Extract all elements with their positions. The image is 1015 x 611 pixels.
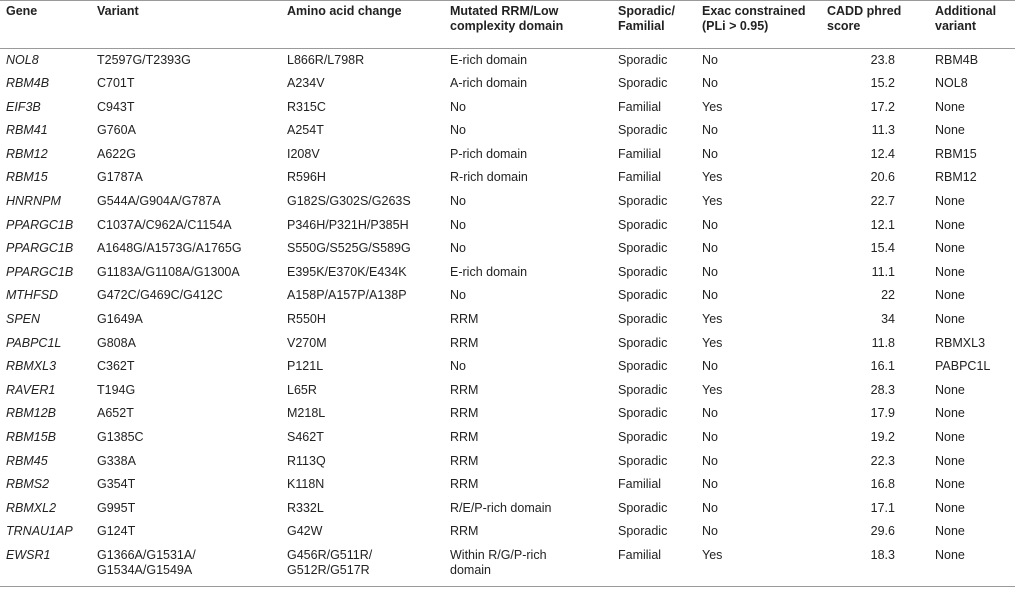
cell-cadd: 22.3 xyxy=(870,453,895,468)
cell-sporadic-familial: Sporadic xyxy=(618,76,668,91)
cell-domain: RRM xyxy=(450,382,479,397)
cell-gene: SPEN xyxy=(6,312,41,327)
table-row xyxy=(0,284,1015,308)
cell-domain: RRM xyxy=(450,335,479,350)
header-cadd-score: CADD phred score xyxy=(821,1,929,49)
table-row xyxy=(0,72,1015,96)
cell-domain: No xyxy=(450,288,466,303)
table-row xyxy=(0,402,1015,426)
cell-domain: A-rich domain xyxy=(450,76,528,91)
cell-domain: E-rich domain xyxy=(450,264,528,279)
cell-gene: RBM15 xyxy=(6,170,48,185)
cell-exac: Yes xyxy=(702,382,723,397)
cell-amino-acid-change: R113Q xyxy=(287,453,326,468)
cell-domain: RRM xyxy=(450,430,479,444)
cell-exac: No xyxy=(702,453,718,468)
cell-gene: PPARGC1B xyxy=(6,264,74,279)
table-row xyxy=(0,520,1015,544)
table-row xyxy=(0,426,1015,450)
cell-domain: P-rich domain xyxy=(450,146,528,161)
cell-sporadic-familial: Sporadic xyxy=(618,382,668,397)
cell-exac: No xyxy=(702,524,718,539)
cell-cadd: 17.1 xyxy=(870,500,895,515)
cell-amino-acid-change: R550H xyxy=(287,312,326,327)
cell-sporadic-familial: Sporadic xyxy=(618,264,668,279)
cell-gene: RBMXL3 xyxy=(6,359,57,374)
cell-additional-variant: None xyxy=(935,477,965,492)
cell-additional-variant: None xyxy=(935,430,965,444)
cell-gene: RBM45 xyxy=(6,453,48,468)
table-row xyxy=(0,119,1015,143)
cell-amino-acid-change: V270M xyxy=(287,335,327,350)
cell-amino-acid-change: E395K/E370K/E434K xyxy=(287,264,407,279)
table-row xyxy=(0,143,1015,167)
cell-cadd: 34 xyxy=(881,312,895,327)
table-row xyxy=(0,261,1015,285)
table-row xyxy=(0,355,1015,379)
table-row xyxy=(0,214,1015,238)
cell-exac: No xyxy=(702,430,718,444)
cell-additional-variant: None xyxy=(935,99,965,114)
cell-amino-acid-change: G182S/G302S/G263S xyxy=(287,194,411,209)
cell-gene: PPARGC1B xyxy=(6,241,74,256)
cell-variant: G808A xyxy=(97,335,136,350)
cell-sporadic-familial: Sporadic xyxy=(618,453,668,468)
cell-additional-variant: RBMXL3 xyxy=(935,335,986,350)
cell-amino-acid-change: G456R/G511R/ G512R/G517R xyxy=(281,544,444,587)
cell-variant: G124T xyxy=(97,524,136,539)
cell-cadd: 22.7 xyxy=(870,194,895,209)
cell-cadd: 16.8 xyxy=(870,477,895,492)
cell-additional-variant: PABPC1L xyxy=(935,359,991,374)
cell-amino-acid-change: P121L xyxy=(287,359,324,374)
cell-cadd: 11.3 xyxy=(871,123,895,138)
cell-variant: G760A xyxy=(97,123,136,138)
cell-variant: C701T xyxy=(97,76,135,91)
cell-amino-acid-change: K118N xyxy=(287,477,325,492)
cell-cadd: 17.9 xyxy=(870,406,895,421)
cell-exac: No xyxy=(702,217,718,232)
cell-variant: T2597G/T2393G xyxy=(97,53,191,67)
cell-sporadic-familial: Sporadic xyxy=(618,194,668,209)
table-row xyxy=(0,96,1015,120)
cell-additional-variant: None xyxy=(929,544,1015,587)
cell-sporadic-familial: Familial xyxy=(618,146,662,161)
cell-cadd: 28.3 xyxy=(870,382,895,397)
cell-cadd: 11.8 xyxy=(871,335,895,350)
cell-gene: RBMXL2 xyxy=(6,500,57,515)
cell-additional-variant: RBM4B xyxy=(935,53,979,67)
cell-exac: No xyxy=(702,123,718,138)
cell-gene: RBM12 xyxy=(6,146,48,161)
cell-amino-acid-change: R315C xyxy=(287,99,326,114)
cell-sporadic-familial: Sporadic xyxy=(618,217,668,232)
header-mutated-domain: Mutated RRM/Low complexity domain xyxy=(444,1,612,49)
cell-domain: R/E/P-rich domain xyxy=(450,500,552,515)
cell-variant: A652T xyxy=(97,406,134,421)
cell-domain: No xyxy=(450,194,466,209)
cell-gene: RBM41 xyxy=(6,123,48,138)
cell-variant: C362T xyxy=(97,359,135,374)
cell-additional-variant: None xyxy=(935,312,965,327)
table-row xyxy=(0,544,1015,587)
cell-domain: RRM xyxy=(450,477,479,492)
header-amino-acid-change: Amino acid change xyxy=(281,1,444,49)
cell-exac: Yes xyxy=(702,335,723,350)
cell-sporadic-familial: Familial xyxy=(612,544,696,587)
cell-cadd: 19.2 xyxy=(870,430,895,444)
cell-gene: RBMS2 xyxy=(6,477,50,492)
table-row xyxy=(0,473,1015,497)
cell-additional-variant: None xyxy=(935,406,965,421)
cell-amino-acid-change: G42W xyxy=(287,524,323,539)
cell-additional-variant: None xyxy=(935,288,965,303)
table-row xyxy=(0,332,1015,356)
cell-gene: EIF3B xyxy=(6,99,41,114)
cell-exac: Yes xyxy=(702,99,723,114)
cell-additional-variant: None xyxy=(935,123,965,138)
cell-amino-acid-change: P346H/P321H/P385H xyxy=(287,217,409,232)
cell-additional-variant: None xyxy=(935,453,965,468)
cell-exac: Yes xyxy=(702,312,723,327)
cell-gene: RBM15B xyxy=(6,430,57,444)
cell-domain: R-rich domain xyxy=(450,170,528,185)
cell-sporadic-familial: Sporadic xyxy=(618,359,668,374)
cell-additional-variant: NOL8 xyxy=(935,76,968,91)
cell-exac: No xyxy=(702,241,718,256)
cell-variant: G1385C xyxy=(97,430,144,444)
cell-variant: A622G xyxy=(97,146,136,161)
cell-sporadic-familial: Familial xyxy=(618,99,662,114)
cell-gene: RAVER1 xyxy=(6,382,56,397)
cell-domain: No xyxy=(450,217,466,232)
cell-exac: No xyxy=(702,406,718,421)
cell-amino-acid-change: A234V xyxy=(287,76,325,91)
cell-exac: No xyxy=(702,146,718,161)
cell-exac: Yes xyxy=(702,194,723,209)
cell-gene: PPARGC1B xyxy=(6,217,74,232)
cell-exac: Yes xyxy=(696,544,821,587)
cell-sporadic-familial: Sporadic xyxy=(618,241,668,256)
table-row xyxy=(0,497,1015,521)
cell-sporadic-familial: Familial xyxy=(618,170,662,185)
cell-additional-variant: RBM15 xyxy=(935,146,977,161)
cell-sporadic-familial: Sporadic xyxy=(618,406,668,421)
header-additional-variant: Additional variant xyxy=(929,1,1015,49)
table-row xyxy=(0,237,1015,261)
cell-cadd: 20.6 xyxy=(870,170,895,185)
cell-amino-acid-change: S550G/S525G/S589G xyxy=(287,241,411,256)
cell-amino-acid-change: L65R xyxy=(287,382,317,397)
cell-exac: No xyxy=(702,477,718,492)
cell-variant: T194G xyxy=(97,382,136,397)
header-sporadic-familial: Sporadic/ Familial xyxy=(612,1,696,49)
table-row xyxy=(0,49,1015,73)
cell-amino-acid-change: S462T xyxy=(287,430,324,444)
cell-amino-acid-change: A254T xyxy=(287,123,324,138)
cell-sporadic-familial: Familial xyxy=(618,477,662,492)
cell-additional-variant: RBM12 xyxy=(935,170,977,185)
cell-sporadic-familial: Sporadic xyxy=(618,288,668,303)
cell-additional-variant: None xyxy=(935,264,965,279)
cell-domain: RRM xyxy=(450,524,479,539)
table-row xyxy=(0,450,1015,474)
cell-gene: HNRNPM xyxy=(6,194,61,209)
cell-amino-acid-change: I208V xyxy=(287,146,320,161)
cell-additional-variant: None xyxy=(935,500,965,515)
cell-gene: RBM12B xyxy=(6,406,57,421)
cell-additional-variant: None xyxy=(935,194,965,209)
cell-sporadic-familial: Sporadic xyxy=(618,500,668,515)
cell-cadd: 11.1 xyxy=(871,264,895,279)
cell-sporadic-familial: Sporadic xyxy=(618,312,668,327)
header-gene: Gene xyxy=(0,1,91,49)
cell-exac: Yes xyxy=(702,170,723,185)
cell-cadd: 15.2 xyxy=(870,76,895,91)
cell-domain: No xyxy=(450,359,466,374)
cell-amino-acid-change: L866R/L798R xyxy=(287,53,365,67)
cell-sporadic-familial: Sporadic xyxy=(618,53,668,67)
cell-exac: No xyxy=(702,500,718,515)
cell-domain: RRM xyxy=(450,453,479,468)
cell-cadd: 18.3 xyxy=(821,544,929,587)
cell-amino-acid-change: A158P/A157P/A138P xyxy=(287,288,407,303)
cell-gene: NOL8 xyxy=(6,53,39,67)
cell-variant: G338A xyxy=(97,453,136,468)
cell-exac: No xyxy=(702,288,718,303)
cell-exac: No xyxy=(702,264,718,279)
cell-variant: G995T xyxy=(97,500,136,515)
cell-domain: RRM xyxy=(450,312,479,327)
cell-sporadic-familial: Sporadic xyxy=(618,335,668,350)
cell-variant: C1037A/C962A/C1154A xyxy=(97,217,232,232)
table-row xyxy=(0,166,1015,190)
cell-variant: G1649A xyxy=(97,312,143,327)
cell-gene: RBM4B xyxy=(6,76,50,91)
cell-exac: No xyxy=(702,359,718,374)
table-body xyxy=(0,49,1015,587)
cell-variant: C943T xyxy=(97,99,135,114)
cell-gene: MTHFSD xyxy=(6,288,59,303)
cell-variant: G472C/G469C/G412C xyxy=(97,288,223,303)
cell-amino-acid-change: M218L xyxy=(287,406,326,421)
header-exac-constrained: Exac constrained (PLi > 0.95) xyxy=(696,1,821,49)
cell-gene: EWSR1 xyxy=(0,544,91,587)
cell-additional-variant: None xyxy=(935,217,965,232)
header-variant: Variant xyxy=(91,1,281,49)
cell-variant: G1183A/G1108A/G1300A xyxy=(97,264,240,279)
cell-sporadic-familial: Sporadic xyxy=(618,123,668,138)
table-header xyxy=(0,1,1015,49)
cell-exac: No xyxy=(702,53,718,67)
cell-variant: G1787A xyxy=(97,170,143,185)
header-row xyxy=(0,1,1015,49)
cell-domain: No xyxy=(450,241,466,256)
table-row xyxy=(0,308,1015,332)
cell-cadd: 29.6 xyxy=(870,524,895,539)
cell-cadd: 12.1 xyxy=(870,217,895,232)
cell-domain: No xyxy=(450,123,466,138)
cell-variant: G1366A/G1531A/ G1534A/G1549A xyxy=(91,544,281,587)
cell-sporadic-familial: Sporadic xyxy=(618,524,668,539)
cell-cadd: 12.4 xyxy=(870,146,895,161)
cell-additional-variant: None xyxy=(935,241,965,256)
cell-cadd: 15.4 xyxy=(870,241,895,256)
cell-sporadic-familial: Sporadic xyxy=(618,430,668,444)
cell-domain: RRM xyxy=(450,406,479,421)
cell-variant: G544A/G904A/G787A xyxy=(97,194,221,209)
cell-gene: PABPC1L xyxy=(6,335,62,350)
cell-variant: A1648G/A1573G/A1765G xyxy=(97,241,242,256)
table-row xyxy=(0,379,1015,403)
cell-domain: E-rich domain xyxy=(450,53,528,67)
cell-cadd: 16.1 xyxy=(870,359,895,374)
cell-additional-variant: None xyxy=(935,382,965,397)
cell-cadd: 22 xyxy=(881,288,895,303)
cell-cadd: 17.2 xyxy=(870,99,895,114)
cell-amino-acid-change: R332L xyxy=(287,500,324,515)
table-row xyxy=(0,190,1015,214)
cell-domain: Within R/G/P-rich domain xyxy=(444,544,612,587)
cell-additional-variant: None xyxy=(935,524,965,539)
cell-variant: G354T xyxy=(97,477,136,492)
cell-amino-acid-change: R596H xyxy=(287,170,326,185)
cell-gene: TRNAU1AP xyxy=(6,524,73,539)
cell-exac: No xyxy=(702,76,718,91)
cell-cadd: 23.8 xyxy=(870,53,895,67)
cell-domain: No xyxy=(450,99,466,114)
